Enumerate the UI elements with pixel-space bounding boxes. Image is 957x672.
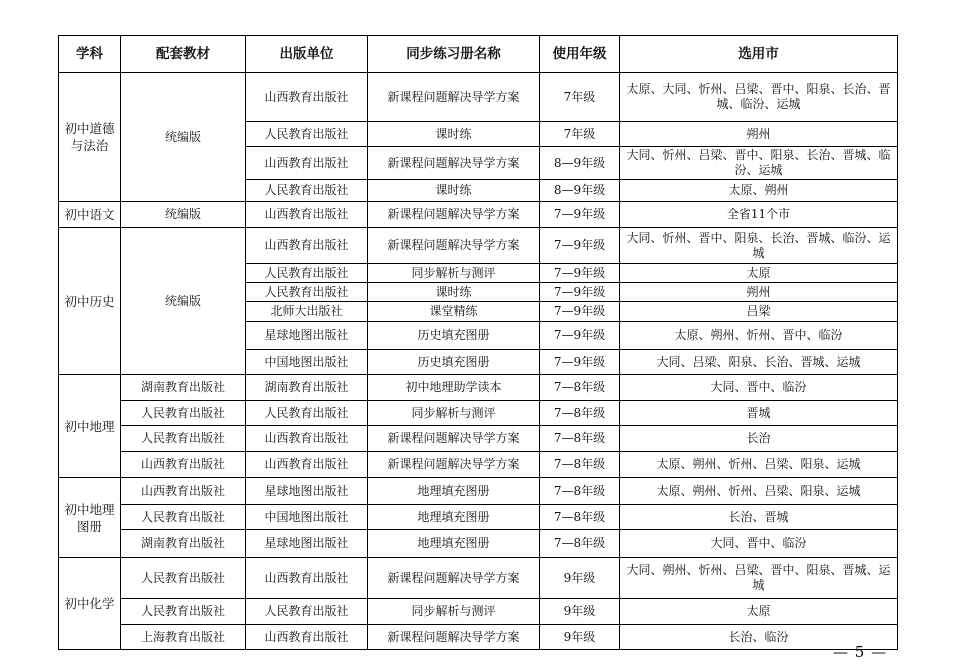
workbook-cell: 新课程问题解决导学方案	[368, 73, 540, 122]
grade-cell: 7—9年级	[540, 228, 620, 264]
workbook-cell: 课时练	[368, 180, 540, 202]
workbook-cell: 课堂精练	[368, 302, 540, 322]
table-row	[59, 530, 898, 558]
cities-cell: 朔州	[620, 283, 898, 302]
grade-cell: 7—8年级	[540, 375, 620, 401]
grade-cell: 9年级	[540, 625, 620, 650]
publisher-cell: 山西教育出版社	[246, 452, 368, 478]
cities-cell: 全省11个市	[620, 202, 898, 228]
workbook-cell: 地理填充图册	[368, 530, 540, 558]
cities-cell: 吕梁	[620, 302, 898, 322]
textbook-cell: 人民教育出版社	[121, 505, 246, 530]
table-row	[59, 401, 898, 426]
subject-cell: 初中地理	[59, 375, 121, 478]
workbook-cell: 新课程问题解决导学方案	[368, 625, 540, 650]
grade-cell: 8—9年级	[540, 180, 620, 202]
cities-cell: 大同、忻州、吕梁、晋中、阳泉、长治、晋城、临汾、运城	[620, 147, 898, 180]
cities-cell: 大同、晋中、临汾	[620, 530, 898, 558]
workbook-cell: 地理填充图册	[368, 478, 540, 505]
header-workbook-name: 同步练习册名称	[368, 36, 540, 73]
cities-cell: 晋城	[620, 401, 898, 426]
cities-cell: 太原、朔州、忻州、吕梁、阳泉、运城	[620, 478, 898, 505]
workbook-cell: 课时练	[368, 283, 540, 302]
header-publisher: 出版单位	[246, 36, 368, 73]
grade-cell: 7年级	[540, 122, 620, 147]
grade-cell: 7—9年级	[540, 202, 620, 228]
table-row	[59, 202, 898, 228]
workbook-cell: 新课程问题解决导学方案	[368, 452, 540, 478]
textbook-cell: 人民教育出版社	[121, 401, 246, 426]
grade-cell: 7—8年级	[540, 478, 620, 505]
publisher-cell: 星球地图出版社	[246, 530, 368, 558]
cities-cell: 大同、吕梁、阳泉、长治、晋城、运城	[620, 350, 898, 375]
workbook-cell: 地理填充图册	[368, 505, 540, 530]
cities-cell: 太原、朔州、忻州、晋中、临汾	[620, 322, 898, 350]
grade-cell: 7年级	[540, 73, 620, 122]
cities-cell: 长治、临汾	[620, 625, 898, 650]
cities-cell: 大同、忻州、晋中、阳泉、长治、晋城、临汾、运城	[620, 228, 898, 264]
subject-cell: 初中化学	[59, 558, 121, 650]
table-row	[59, 375, 898, 401]
textbook-cell: 人民教育出版社	[121, 558, 246, 599]
grade-cell: 7—8年级	[540, 505, 620, 530]
grade-cell: 7—9年级	[540, 322, 620, 350]
grade-cell: 7—8年级	[540, 426, 620, 452]
grade-cell: 7—9年级	[540, 264, 620, 283]
cities-cell: 大同、晋中、临汾	[620, 375, 898, 401]
workbook-cell: 新课程问题解决导学方案	[368, 202, 540, 228]
textbook-cell: 统编版	[121, 202, 246, 228]
cities-cell: 朔州	[620, 122, 898, 147]
textbook-cell: 统编版	[121, 73, 246, 202]
cities-cell: 长治、晋城	[620, 505, 898, 530]
table-row	[59, 599, 898, 625]
textbook-cell: 湖南教育出版社	[121, 375, 246, 401]
subject-cell: 初中道德与法治	[59, 73, 121, 202]
cities-cell: 太原、朔州、忻州、吕梁、阳泉、运城	[620, 452, 898, 478]
publisher-cell: 山西教育出版社	[246, 73, 368, 122]
publisher-cell: 人民教育出版社	[246, 401, 368, 426]
workbook-cell: 新课程问题解决导学方案	[368, 228, 540, 264]
workbook-cell: 同步解析与测评	[368, 599, 540, 625]
grade-cell: 7—8年级	[540, 452, 620, 478]
publisher-cell: 山西教育出版社	[246, 202, 368, 228]
workbook-cell: 新课程问题解决导学方案	[368, 558, 540, 599]
workbook-cell: 同步解析与测评	[368, 401, 540, 426]
publisher-cell: 人民教育出版社	[246, 264, 368, 283]
publisher-cell: 山西教育出版社	[246, 625, 368, 650]
workbook-cell: 新课程问题解决导学方案	[368, 426, 540, 452]
cities-cell: 太原、朔州	[620, 180, 898, 202]
header-grade: 使用年级	[540, 36, 620, 73]
grade-cell: 7—9年级	[540, 350, 620, 375]
header-textbook: 配套教材	[121, 36, 246, 73]
textbook-cell: 山西教育出版社	[121, 452, 246, 478]
workbook-cell: 初中地理助学读本	[368, 375, 540, 401]
textbook-cell: 湖南教育出版社	[121, 530, 246, 558]
header-cities: 选用市	[620, 36, 898, 73]
cities-cell: 长治	[620, 426, 898, 452]
publisher-cell: 人民教育出版社	[246, 122, 368, 147]
workbook-cell: 同步解析与测评	[368, 264, 540, 283]
table-row	[59, 558, 898, 599]
subject-cell: 初中地理图册	[59, 478, 121, 558]
page-number: — 5 —	[833, 643, 888, 661]
workbook-cell: 历史填充图册	[368, 350, 540, 375]
grade-cell: 9年级	[540, 599, 620, 625]
cities-cell: 太原	[620, 264, 898, 283]
workbook-cell: 课时练	[368, 122, 540, 147]
publisher-cell: 人民教育出版社	[246, 599, 368, 625]
header-subject: 学科	[59, 36, 121, 73]
publisher-cell: 湖南教育出版社	[246, 375, 368, 401]
table-row	[59, 452, 898, 478]
textbook-cell: 山西教育出版社	[121, 478, 246, 505]
workbook-cell: 历史填充图册	[368, 322, 540, 350]
table-row	[59, 73, 898, 122]
cities-cell: 太原	[620, 599, 898, 625]
table-row	[59, 625, 898, 650]
publisher-cell: 人民教育出版社	[246, 283, 368, 302]
publisher-cell: 山西教育出版社	[246, 426, 368, 452]
header-row	[59, 36, 898, 73]
textbook-workbook-table	[58, 35, 898, 650]
cities-cell: 大同、朔州、忻州、吕梁、晋中、阳泉、晋城、运城	[620, 558, 898, 599]
textbook-cell: 统编版	[121, 228, 246, 375]
publisher-cell: 山西教育出版社	[246, 147, 368, 180]
publisher-cell: 中国地图出版社	[246, 350, 368, 375]
table-row	[59, 228, 898, 264]
workbook-cell: 新课程问题解决导学方案	[368, 147, 540, 180]
subject-cell: 初中语文	[59, 202, 121, 228]
table-row	[59, 426, 898, 452]
publisher-cell: 星球地图出版社	[246, 322, 368, 350]
grade-cell: 7—8年级	[540, 530, 620, 558]
publisher-cell: 人民教育出版社	[246, 180, 368, 202]
textbook-cell: 上海教育出版社	[121, 625, 246, 650]
textbook-cell: 人民教育出版社	[121, 599, 246, 625]
table-row	[59, 505, 898, 530]
grade-cell: 9年级	[540, 558, 620, 599]
publisher-cell: 山西教育出版社	[246, 228, 368, 264]
grade-cell: 8—9年级	[540, 147, 620, 180]
publisher-cell: 北师大出版社	[246, 302, 368, 322]
subject-cell: 初中历史	[59, 228, 121, 375]
publisher-cell: 星球地图出版社	[246, 478, 368, 505]
publisher-cell: 中国地图出版社	[246, 505, 368, 530]
table-row	[59, 478, 898, 505]
cities-cell: 太原、大同、忻州、吕梁、晋中、阳泉、长治、晋城、临汾、运城	[620, 73, 898, 122]
grade-cell: 7—9年级	[540, 283, 620, 302]
textbook-cell: 人民教育出版社	[121, 426, 246, 452]
grade-cell: 7—9年级	[540, 302, 620, 322]
publisher-cell: 山西教育出版社	[246, 558, 368, 599]
grade-cell: 7—8年级	[540, 401, 620, 426]
